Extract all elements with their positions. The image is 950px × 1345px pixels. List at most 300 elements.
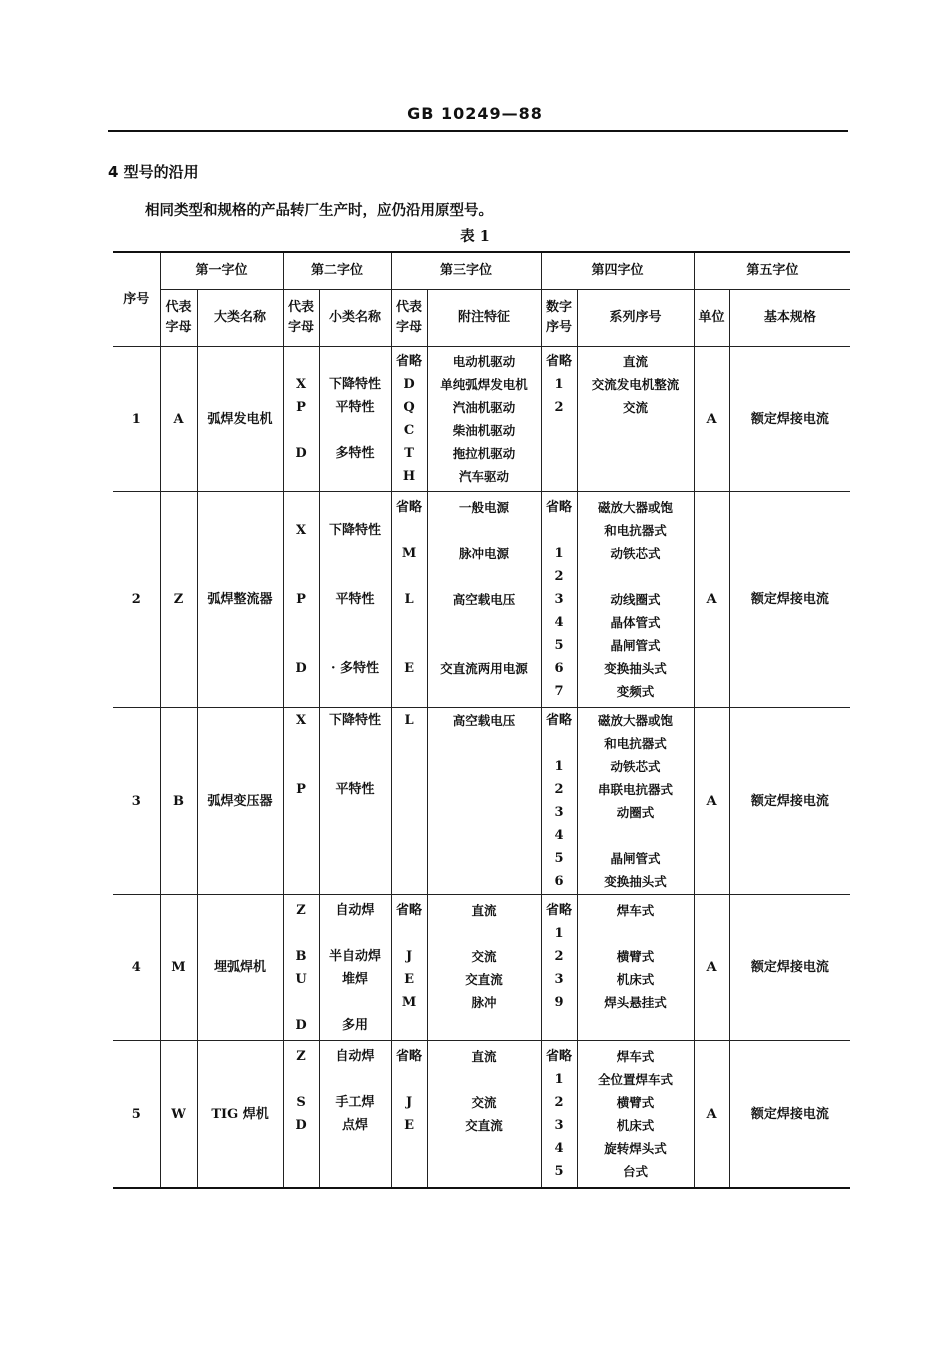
unit-cell bbox=[694, 708, 729, 895]
cell-line: 旋转焊头式 bbox=[604, 1141, 667, 1156]
cell-line: 1 bbox=[554, 925, 564, 941]
cell-line bbox=[320, 680, 391, 703]
table-row bbox=[113, 895, 850, 1041]
seq-cell bbox=[113, 895, 160, 1041]
cell-line bbox=[320, 824, 391, 847]
cell-line bbox=[428, 611, 541, 634]
cell-line bbox=[392, 922, 427, 945]
cell-line bbox=[428, 755, 541, 778]
cell-line bbox=[428, 1160, 541, 1183]
cell-line: 动铁芯式 bbox=[610, 759, 661, 774]
cell-line bbox=[428, 1068, 541, 1091]
header-major-name: 大类名称 bbox=[197, 290, 283, 347]
cell-line: 平特性 bbox=[335, 782, 375, 797]
cell-line: X bbox=[295, 377, 307, 392]
code-3-cell bbox=[391, 895, 427, 1041]
basic-spec-cell-text: 额定焊接电流 bbox=[750, 1106, 829, 1122]
unit-cell-text: A bbox=[706, 960, 717, 975]
cell-line: 1 bbox=[554, 377, 564, 392]
code-1-cell-text: B bbox=[173, 793, 184, 809]
cell-line: 机床式 bbox=[616, 1118, 655, 1133]
cell-line bbox=[428, 847, 541, 870]
cell-line bbox=[284, 824, 319, 847]
major-name-cell bbox=[197, 895, 283, 1041]
cell-line bbox=[284, 611, 319, 634]
model-code-table bbox=[113, 251, 850, 1189]
seq-cell bbox=[113, 492, 160, 708]
cell-line: 手工焊 bbox=[335, 1095, 375, 1110]
unit-cell-text: A bbox=[706, 793, 717, 809]
cell-line bbox=[428, 680, 541, 703]
cell-line: 7 bbox=[554, 684, 564, 699]
cell-line: 3 bbox=[554, 971, 564, 987]
cell-line: 汽油机驱动 bbox=[452, 400, 516, 415]
cell-line: X bbox=[295, 713, 307, 728]
cell-line: Q bbox=[403, 400, 415, 415]
cell-line bbox=[428, 824, 541, 847]
cell-line: 交直流 bbox=[465, 1118, 503, 1133]
cell-line: 交流 bbox=[623, 400, 649, 415]
cell-line bbox=[284, 465, 319, 488]
cell-line: 串联电抗器式 bbox=[598, 782, 674, 797]
cell-line bbox=[284, 496, 319, 519]
cell-line bbox=[392, 778, 427, 801]
cell-line: · 多特性 bbox=[330, 661, 380, 676]
cell-line: 直流 bbox=[623, 354, 649, 369]
header-code-letter-2: 代表字母 bbox=[283, 290, 319, 347]
cell-line: M bbox=[401, 546, 417, 561]
cell-line bbox=[320, 611, 391, 634]
cell-line: 下降特性 bbox=[329, 523, 382, 538]
cell-line: 2 bbox=[554, 948, 564, 964]
code-1-cell bbox=[160, 708, 197, 895]
basic-spec-cell-text: 额定焊接电流 bbox=[750, 793, 829, 809]
cell-line: 交直流 bbox=[465, 971, 503, 987]
cell-line bbox=[320, 634, 391, 657]
note-feature-cell bbox=[427, 895, 541, 1041]
cell-line: 动线圈式 bbox=[610, 592, 661, 607]
cell-line: Z bbox=[296, 902, 306, 918]
note-feature-cell bbox=[427, 347, 541, 492]
header-group-5: 第五字位 bbox=[694, 252, 850, 290]
table-caption: 表 1 bbox=[460, 228, 490, 245]
header-group-2: 第二字位 bbox=[283, 252, 391, 290]
code-1-cell-text: Z bbox=[173, 592, 184, 607]
cell-line bbox=[428, 870, 541, 893]
cell-line bbox=[578, 824, 694, 847]
header-minor-name: 小类名称 bbox=[319, 290, 391, 347]
header-code-letter-1: 代表字母 bbox=[160, 290, 197, 347]
cell-line: 省略 bbox=[546, 354, 573, 369]
seq-cell-text: 1 bbox=[131, 411, 141, 427]
cell-line: 3 bbox=[554, 805, 564, 820]
seq-cell bbox=[113, 1041, 160, 1189]
cell-line bbox=[284, 801, 319, 824]
cell-line: 交流 bbox=[471, 1095, 497, 1110]
cell-line: 交流 bbox=[471, 948, 497, 964]
cell-line bbox=[392, 824, 427, 847]
cell-line: 9 bbox=[554, 994, 564, 1010]
cell-line bbox=[284, 732, 319, 755]
header-note-feature: 附注特征 bbox=[427, 290, 541, 347]
note-feature-cell bbox=[427, 1041, 541, 1189]
cell-line: D bbox=[403, 377, 415, 392]
cell-line: 下降特性 bbox=[329, 713, 382, 728]
cell-line bbox=[392, 680, 427, 703]
cell-line bbox=[320, 991, 391, 1014]
cell-line: 6 bbox=[554, 661, 564, 676]
header-code-letter-3: 代表字母 bbox=[391, 290, 427, 347]
unit-cell-text: A bbox=[706, 411, 717, 427]
cell-line bbox=[284, 542, 319, 565]
cell-line: E bbox=[404, 661, 414, 676]
number-seq-cell bbox=[541, 1041, 577, 1189]
cell-line: 磁放大器或饱 bbox=[598, 713, 674, 728]
cell-line: 脉冲电源 bbox=[459, 546, 510, 561]
cell-line: L bbox=[404, 713, 414, 728]
cell-line bbox=[542, 1014, 577, 1037]
cell-line: H bbox=[402, 469, 416, 484]
cell-line bbox=[578, 442, 694, 465]
code-1-cell bbox=[160, 492, 197, 708]
cell-line bbox=[392, 801, 427, 824]
cell-line bbox=[392, 634, 427, 657]
cell-line bbox=[392, 1014, 427, 1037]
code-3-cell bbox=[391, 1041, 427, 1189]
code-3-cell bbox=[391, 708, 427, 895]
series-seq-cell bbox=[577, 1041, 694, 1189]
cell-line bbox=[320, 1068, 391, 1091]
header-number-seq: 数字序号 bbox=[541, 290, 577, 347]
cell-line bbox=[284, 922, 319, 945]
number-seq-cell bbox=[541, 708, 577, 895]
number-seq-cell bbox=[541, 895, 577, 1041]
cell-line: 平特性 bbox=[335, 592, 375, 607]
seq-cell-text: 3 bbox=[131, 793, 141, 809]
cell-line: 半自动焊 bbox=[329, 948, 382, 964]
cell-line: 多用 bbox=[342, 1017, 369, 1033]
cell-line bbox=[320, 732, 391, 755]
minor-name-cell bbox=[319, 347, 391, 492]
cell-line: 脉冲 bbox=[471, 994, 497, 1010]
cell-line: 省略 bbox=[546, 500, 573, 515]
cell-line bbox=[392, 1160, 427, 1183]
cell-line: J bbox=[405, 1095, 413, 1110]
cell-line: 交流发电机整流 bbox=[591, 377, 680, 392]
cell-line bbox=[428, 634, 541, 657]
cell-line: 省略 bbox=[396, 902, 423, 918]
code-2-cell bbox=[283, 708, 319, 895]
cell-line bbox=[392, 1068, 427, 1091]
cell-line bbox=[578, 1014, 694, 1037]
major-name-cell-text: 弧焊发电机 bbox=[207, 411, 273, 427]
cell-line: 2 bbox=[554, 1095, 564, 1110]
cell-line: 1 bbox=[554, 1072, 564, 1087]
major-name-cell-text: 弧焊整流器 bbox=[207, 592, 273, 607]
unit-cell bbox=[694, 492, 729, 708]
cell-line: 和电抗器式 bbox=[604, 523, 667, 538]
seq-cell bbox=[113, 708, 160, 895]
major-name-cell-text: TIG 焊机 bbox=[211, 1106, 269, 1122]
header-row-columns bbox=[113, 290, 850, 347]
code-2-cell bbox=[283, 895, 319, 1041]
basic-spec-cell-text: 额定焊接电流 bbox=[750, 960, 829, 975]
cell-line bbox=[284, 634, 319, 657]
cell-line bbox=[428, 565, 541, 588]
cell-line: 5 bbox=[554, 851, 564, 866]
cell-line: P bbox=[296, 782, 306, 797]
series-seq-cell bbox=[577, 895, 694, 1041]
cell-line: C bbox=[403, 423, 415, 438]
code-1-cell bbox=[160, 347, 197, 492]
cell-line bbox=[320, 755, 391, 778]
cell-line: 一般电源 bbox=[459, 500, 510, 515]
cell-line: 4 bbox=[554, 1141, 564, 1156]
unit-cell bbox=[694, 895, 729, 1041]
cell-line bbox=[542, 442, 577, 465]
cell-line: 柴油机驱动 bbox=[452, 423, 516, 438]
major-name-cell bbox=[197, 708, 283, 895]
cell-line: 点焊 bbox=[342, 1118, 369, 1133]
code-3-cell bbox=[391, 347, 427, 492]
cell-line bbox=[542, 419, 577, 442]
note-feature-cell bbox=[427, 708, 541, 895]
cell-line bbox=[320, 419, 391, 442]
cell-line: 6 bbox=[554, 874, 564, 889]
section-paragraph: 相同类型和规格的产品转厂生产时，应仍沿用原型号。 bbox=[145, 202, 493, 219]
cell-line: T bbox=[404, 446, 414, 461]
cell-line: 省略 bbox=[546, 1049, 573, 1064]
cell-line bbox=[392, 565, 427, 588]
cell-line: D bbox=[295, 446, 307, 461]
cell-line bbox=[320, 350, 391, 373]
cell-line: 晶体管式 bbox=[610, 615, 661, 630]
code-1-cell bbox=[160, 895, 197, 1041]
cell-line bbox=[392, 732, 427, 755]
cell-line bbox=[392, 847, 427, 870]
code-3-cell bbox=[391, 492, 427, 708]
header-series-seq: 系列序号 bbox=[577, 290, 694, 347]
cell-line: X bbox=[295, 523, 307, 538]
minor-name-cell bbox=[319, 492, 391, 708]
cell-line: 汽车驱动 bbox=[459, 469, 510, 484]
cell-line: 省略 bbox=[396, 1049, 423, 1064]
cell-line: P bbox=[296, 400, 306, 415]
cell-line: D bbox=[295, 661, 307, 676]
basic-spec-cell bbox=[729, 347, 850, 492]
table-row bbox=[113, 492, 850, 708]
cell-line bbox=[284, 1068, 319, 1091]
cell-line bbox=[392, 611, 427, 634]
cell-line: 自动焊 bbox=[335, 1049, 375, 1064]
cell-line bbox=[320, 496, 391, 519]
cell-line: D bbox=[295, 1118, 307, 1133]
series-seq-cell bbox=[577, 708, 694, 895]
cell-line bbox=[392, 870, 427, 893]
cell-line: 直流 bbox=[471, 902, 497, 918]
cell-line: B bbox=[295, 948, 307, 964]
cell-line: L bbox=[404, 592, 414, 607]
major-name-cell-text: 埋弧焊机 bbox=[214, 960, 267, 975]
cell-line: 全位置焊车式 bbox=[598, 1072, 674, 1087]
major-name-cell bbox=[197, 1041, 283, 1189]
cell-line: 2 bbox=[554, 569, 564, 584]
cell-line: 下降特性 bbox=[329, 377, 382, 392]
basic-spec-cell bbox=[729, 708, 850, 895]
cell-line bbox=[392, 519, 427, 542]
cell-line: 2 bbox=[554, 782, 564, 797]
cell-line: 省略 bbox=[546, 713, 573, 728]
cell-line bbox=[578, 922, 694, 945]
unit-cell-text: A bbox=[706, 1106, 717, 1122]
cell-line: 变频式 bbox=[616, 684, 655, 699]
header-group-3: 第三字位 bbox=[391, 252, 541, 290]
cell-line bbox=[320, 1137, 391, 1160]
code-1-cell-text: M bbox=[171, 960, 186, 975]
basic-spec-cell bbox=[729, 895, 850, 1041]
cell-line: Z bbox=[296, 1049, 306, 1064]
cell-line bbox=[320, 1160, 391, 1183]
cell-line bbox=[284, 350, 319, 373]
cell-line bbox=[578, 419, 694, 442]
cell-line bbox=[284, 755, 319, 778]
cell-line: E bbox=[404, 1118, 414, 1133]
section-title: 4 型号的沿用 bbox=[108, 163, 199, 181]
series-seq-cell bbox=[577, 347, 694, 492]
cell-line: 高空载电压 bbox=[452, 592, 516, 607]
table-row bbox=[113, 1041, 850, 1189]
cell-line bbox=[284, 847, 319, 870]
cell-line: U bbox=[295, 971, 307, 987]
unit-cell bbox=[694, 347, 729, 492]
cell-line bbox=[284, 1160, 319, 1183]
unit-cell-text: A bbox=[706, 592, 717, 607]
cell-line: 机床式 bbox=[616, 971, 655, 987]
cell-line: M bbox=[401, 994, 417, 1010]
major-name-cell bbox=[197, 347, 283, 492]
cell-line: 高空载电压 bbox=[452, 713, 516, 728]
seq-cell-text: 2 bbox=[131, 592, 141, 607]
cell-line bbox=[578, 565, 694, 588]
unit-cell bbox=[694, 1041, 729, 1189]
cell-line bbox=[542, 465, 577, 488]
basic-spec-cell bbox=[729, 1041, 850, 1189]
cell-line: 省略 bbox=[546, 902, 573, 918]
code-2-cell bbox=[283, 492, 319, 708]
cell-line: E bbox=[404, 971, 414, 987]
table-row bbox=[113, 347, 850, 492]
cell-line bbox=[428, 778, 541, 801]
cell-line: S bbox=[296, 1095, 306, 1110]
cell-line bbox=[428, 732, 541, 755]
cell-line: J bbox=[405, 948, 413, 964]
cell-line: 变换抽头式 bbox=[604, 874, 667, 889]
header-rule bbox=[108, 130, 848, 132]
header-seq: 序号 bbox=[113, 252, 160, 347]
cell-line: 变换抽头式 bbox=[604, 661, 667, 676]
cell-line: 电动机驱动 bbox=[452, 354, 516, 369]
cell-line: 1 bbox=[554, 546, 564, 561]
cell-line: 5 bbox=[554, 1164, 564, 1179]
cell-line bbox=[284, 680, 319, 703]
header-row-groups bbox=[113, 252, 850, 290]
minor-name-cell bbox=[319, 895, 391, 1041]
cell-line: 2 bbox=[554, 400, 564, 415]
minor-name-cell bbox=[319, 708, 391, 895]
cell-line: 动圈式 bbox=[616, 805, 655, 820]
seq-cell-text: 5 bbox=[131, 1106, 141, 1122]
cell-line: 焊头悬挂式 bbox=[604, 994, 667, 1010]
minor-name-cell bbox=[319, 1041, 391, 1189]
code-1-cell bbox=[160, 1041, 197, 1189]
cell-line: 省略 bbox=[396, 354, 423, 369]
major-name-cell bbox=[197, 492, 283, 708]
cell-line: 拖拉机驱动 bbox=[452, 446, 516, 461]
cell-line: 台式 bbox=[623, 1164, 649, 1179]
cell-line bbox=[320, 922, 391, 945]
cell-line: 平特性 bbox=[335, 400, 375, 415]
cell-line bbox=[392, 1137, 427, 1160]
cell-line bbox=[320, 565, 391, 588]
cell-line bbox=[542, 732, 577, 755]
cell-line bbox=[284, 565, 319, 588]
cell-line: 和电抗器式 bbox=[604, 736, 667, 751]
cell-line: 动铁芯式 bbox=[610, 546, 661, 561]
cell-line: 焊车式 bbox=[616, 902, 655, 918]
cell-line: D bbox=[295, 1017, 307, 1033]
cell-line: 多特性 bbox=[335, 446, 375, 461]
cell-line: 1 bbox=[554, 759, 564, 774]
cell-line: P bbox=[296, 592, 306, 607]
cell-line bbox=[428, 801, 541, 824]
number-seq-cell bbox=[541, 492, 577, 708]
cell-line bbox=[320, 542, 391, 565]
cell-line bbox=[320, 465, 391, 488]
cell-line bbox=[320, 801, 391, 824]
cell-line: 堆焊 bbox=[342, 971, 369, 987]
cell-line bbox=[428, 922, 541, 945]
cell-line: 自动焊 bbox=[335, 902, 375, 918]
cell-line: 直流 bbox=[471, 1049, 497, 1064]
basic-spec-cell-text: 额定焊接电流 bbox=[750, 411, 829, 427]
seq-cell-text: 4 bbox=[131, 960, 141, 975]
cell-line bbox=[284, 419, 319, 442]
cell-line: 晶闸管式 bbox=[610, 638, 661, 653]
cell-line: 磁放大器或饱 bbox=[598, 500, 674, 515]
cell-line: 3 bbox=[554, 592, 564, 607]
cell-line bbox=[428, 1137, 541, 1160]
cell-line: 3 bbox=[554, 1118, 564, 1133]
code-2-cell bbox=[283, 347, 319, 492]
cell-line: 单纯弧焊发电机 bbox=[440, 377, 528, 392]
cell-line: 横臂式 bbox=[616, 1095, 655, 1110]
cell-line bbox=[284, 991, 319, 1014]
cell-line: 晶闸管式 bbox=[610, 851, 661, 866]
cell-line: 交直流两用电源 bbox=[440, 661, 528, 676]
cell-line bbox=[320, 870, 391, 893]
cell-line: 焊车式 bbox=[616, 1049, 655, 1064]
header-group-4: 第四字位 bbox=[541, 252, 694, 290]
code-1-cell-text: A bbox=[173, 411, 184, 427]
cell-line: 横臂式 bbox=[616, 948, 655, 964]
basic-spec-cell bbox=[729, 492, 850, 708]
standard-code-header: GB 10249—88 bbox=[407, 104, 543, 123]
cell-line: 4 bbox=[554, 828, 564, 843]
cell-line bbox=[320, 847, 391, 870]
cell-line: 省略 bbox=[396, 500, 423, 515]
cell-line bbox=[542, 519, 577, 542]
note-feature-cell bbox=[427, 492, 541, 708]
